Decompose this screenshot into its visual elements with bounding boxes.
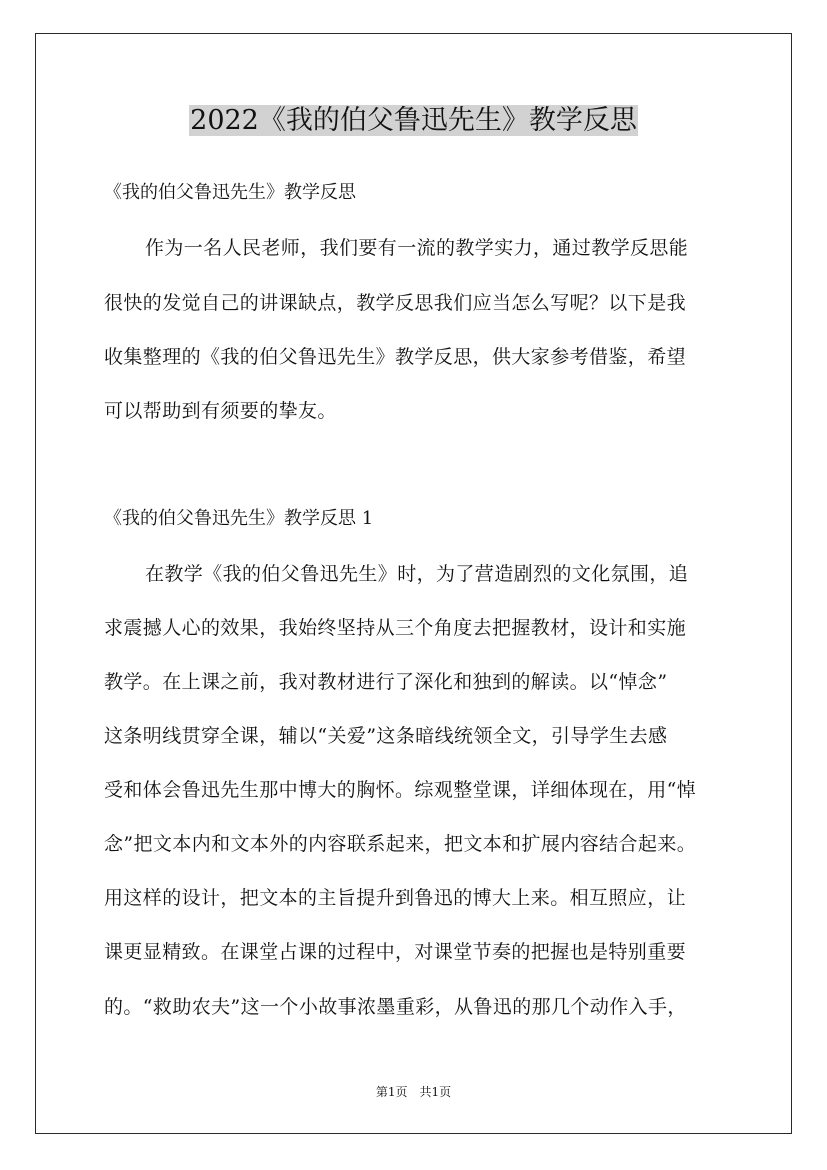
section-line: 受和体会鲁迅先生那中博大的胸怀。综观整堂课，详细体现在，用“悼	[104, 779, 697, 801]
section-line: 教学。在上课之前，我对教材进行了深化和独到的解读。以“悼念”	[104, 671, 668, 693]
intro-line: 可以帮助到有须要的挚友。	[104, 400, 337, 422]
section-line: 求震撼人心的效果，我始终坚持从三个角度去把握教材，设计和实施	[104, 617, 687, 639]
intro-line: 收集整理的《我的伯父鲁迅先生》教学反思，供大家参考借鉴，希望	[104, 346, 687, 368]
section-line: 这条明线贯穿全课，辅以“关爱”这条暗线统领全文，引导学生去感	[104, 725, 668, 747]
section-line: 用这样的设计，把文本的主旨提升到鲁迅的博大上来。相互照应，让	[104, 887, 687, 909]
section-heading: 《我的伯父鲁迅先生》教学反思 1	[104, 508, 374, 529]
section-line: 的。“救助农夫”这一个小故事浓墨重彩，从鲁迅的那几个动作入手，	[104, 996, 687, 1018]
intro-line: 很快的发觉自己的讲课缺点，教学反思我们应当怎么写呢？以下是我	[104, 292, 687, 314]
section-line: 在教学《我的伯父鲁迅先生》时，为了营造剧烈的文化氛围，追	[145, 563, 689, 585]
document-subtitle: 《我的伯父鲁迅先生》教学反思	[104, 182, 356, 203]
page-number-footer: 第1页 共1页	[375, 1085, 452, 1099]
intro-line: 作为一名人民老师，我们要有一流的教学实力，通过教学反思能	[145, 237, 689, 259]
document-title: 2022《我的伯父鲁迅先生》教学反思	[190, 105, 637, 136]
section-line: 念”把文本内和文本外的内容联系起来，把文本和扩展内容结合起来。	[104, 833, 697, 855]
section-line: 课更显精致。在课堂占课的过程中，对课堂节奏的把握也是特别重要	[104, 941, 687, 963]
